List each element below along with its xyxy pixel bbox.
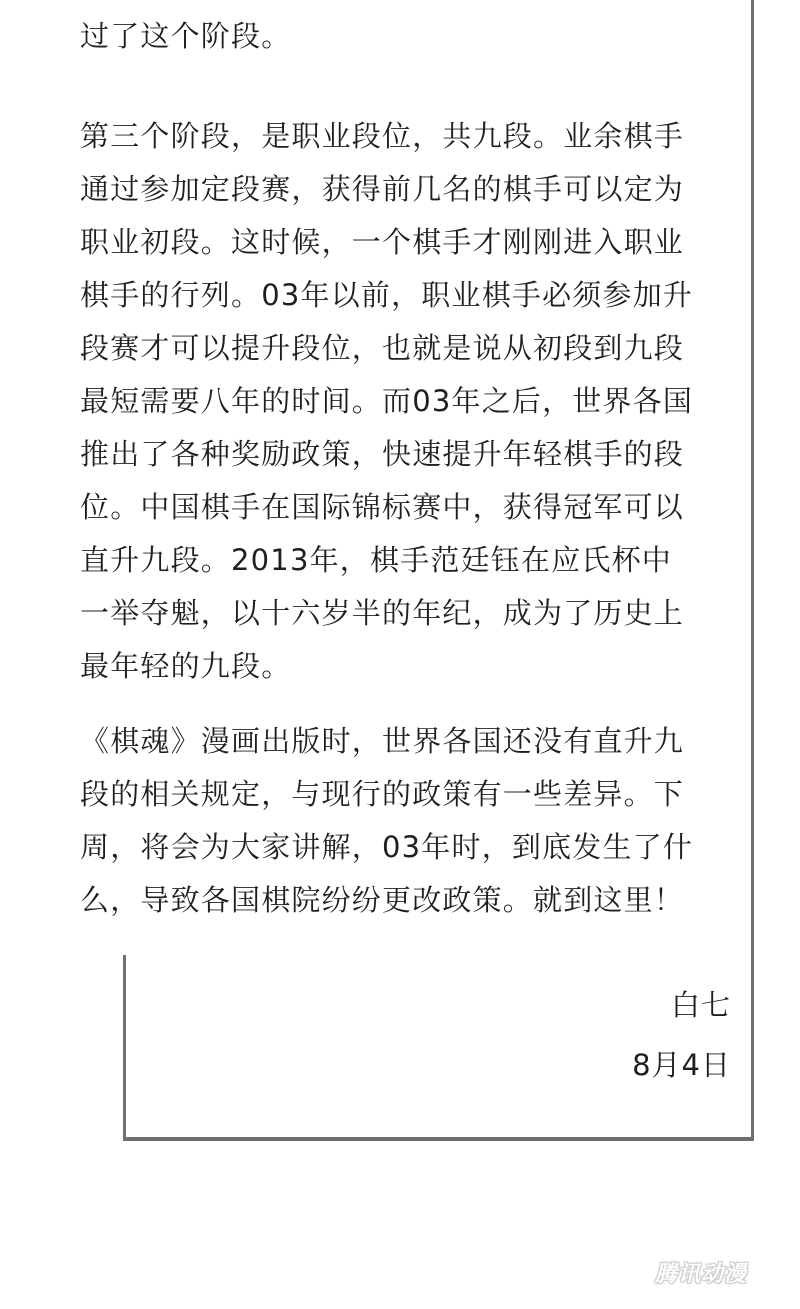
text-line: 一举夺魁，以十六岁半的年纪，成为了历史上	[80, 596, 685, 630]
frame-left-border	[123, 955, 126, 1141]
text-line: 《棋魂》漫画出版时，世界各国还没有直升九	[80, 724, 685, 758]
watermark-logo: 腾讯动漫	[654, 1262, 747, 1287]
paragraph-3	[80, 715, 740, 927]
text-line: 位。中国棋手在国际锦标赛中，获得冠军可以	[80, 490, 685, 524]
text-line: 第三个阶段，是职业段位，共九段。业余棋手	[80, 119, 685, 153]
frame-bottom-border	[123, 1137, 754, 1141]
text-line: 推出了各种奖励政策，快速提升年轻棋手的段	[80, 437, 685, 471]
signature-block	[632, 975, 731, 1095]
text-line: 过了这个阶段。	[80, 19, 292, 53]
paragraph-1	[80, 10, 740, 63]
text-line: 么，导致各国棋院纷纷更改政策。就到这里！	[80, 883, 685, 917]
text-line: 最年轻的九段。	[80, 649, 292, 683]
text-line: 直升九段。2013年，棋手范廷钰在应氏杯中	[80, 543, 673, 577]
text-line: 段赛才可以提升段位，也就是说从初段到九段	[80, 331, 685, 365]
text-line: 棋手的行列。03年以前，职业棋手必须参加升	[80, 278, 694, 312]
text-line: 职业初段。这时候，一个棋手才刚刚进入职业	[80, 225, 685, 259]
signature-date: 8月4日	[632, 1048, 731, 1082]
author-name: 白七	[670, 988, 731, 1022]
frame-right-border	[751, 0, 754, 1141]
text-line: 通过参加定段赛，获得前几名的棋手可以定为	[80, 172, 685, 206]
text-line: 周，将会为大家讲解，03年时，到底发生了什	[80, 830, 694, 864]
text-line: 最短需要八年的时间。而03年之后，世界各国	[80, 384, 694, 418]
text-line: 段的相关规定，与现行的政策有一些差异。下	[80, 777, 685, 811]
paragraph-2	[80, 110, 740, 693]
